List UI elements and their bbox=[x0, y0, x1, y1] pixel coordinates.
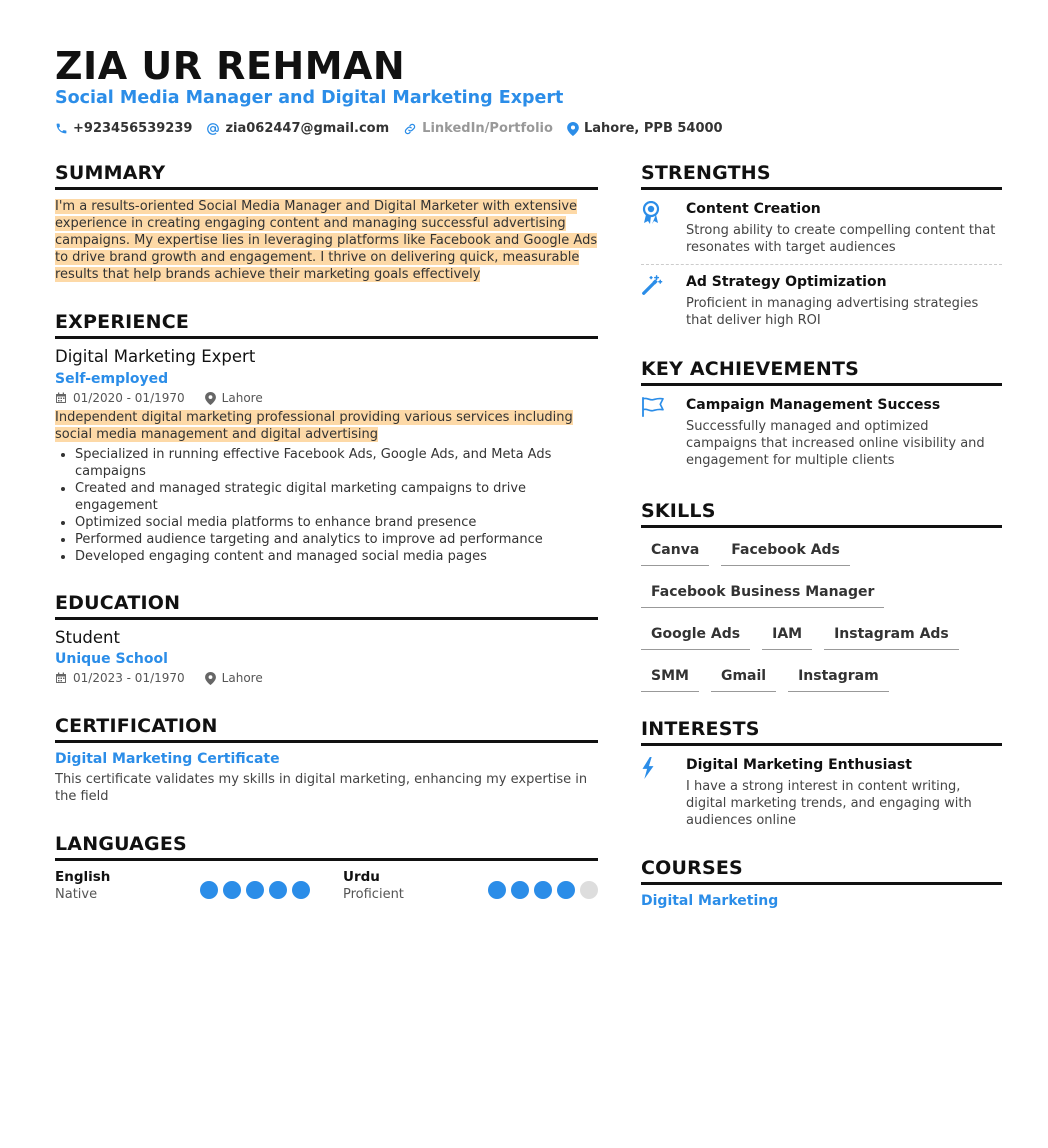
course-name: Digital Marketing bbox=[641, 893, 779, 909]
language-level: Proficient bbox=[343, 887, 404, 902]
phone-icon bbox=[55, 122, 68, 135]
languages-list bbox=[55, 869, 598, 903]
experience-location bbox=[205, 391, 263, 405]
experience-entry bbox=[55, 347, 598, 565]
lightning-bolt-icon bbox=[641, 757, 655, 779]
courses-heading: COURSES bbox=[641, 857, 1002, 885]
language-rating bbox=[483, 877, 598, 903]
contact-link[interactable] bbox=[403, 121, 553, 136]
achievements-heading: KEY ACHIEVEMENTS bbox=[641, 358, 1002, 386]
experience-description bbox=[55, 409, 598, 443]
skill-tag: SMM bbox=[641, 662, 699, 692]
award-ribbon-icon bbox=[641, 201, 661, 225]
skill-tag: Facebook Ads bbox=[721, 536, 850, 566]
left-column bbox=[55, 162, 598, 903]
skills-heading: SKILLS bbox=[641, 500, 1002, 528]
calendar-icon bbox=[55, 672, 67, 684]
experience-location-text: Lahore bbox=[221, 391, 263, 405]
certificate-name: Digital Marketing Certificate bbox=[55, 751, 280, 767]
strength-text: Proficient in managing advertising strategies that deliver high ROI bbox=[686, 296, 979, 328]
interests-heading: INTERESTS bbox=[641, 718, 1002, 746]
experience-heading: EXPERIENCE bbox=[55, 311, 598, 339]
certificate-description: This certificate validates my skills in digital marketing, enhancing my expertise in the field bbox=[55, 772, 588, 804]
rating-dot bbox=[200, 881, 218, 899]
link-icon bbox=[403, 122, 417, 136]
experience-meta bbox=[55, 391, 598, 405]
achievement-text: Successfully managed and optimized campaigns that increased online visibility and engagement for multiple clients bbox=[686, 419, 985, 468]
skill-tag: Instagram Ads bbox=[824, 620, 959, 650]
candidate-name: ZIA UR REHMAN bbox=[55, 44, 406, 88]
rating-dot bbox=[580, 881, 598, 899]
strength-title: Content Creation bbox=[686, 201, 821, 217]
list-item: • Created and managed strategic digital marketing campaigns to drive engagement bbox=[75, 480, 598, 514]
language-rating bbox=[195, 877, 310, 903]
language-urdu bbox=[343, 869, 598, 903]
skill-tag: IAM bbox=[762, 620, 812, 650]
right-column bbox=[641, 162, 1002, 909]
degree-title: Student bbox=[55, 628, 120, 647]
certification-entry bbox=[55, 751, 598, 805]
location-text: Lahore, PPB 54000 bbox=[583, 121, 723, 136]
map-pin-icon bbox=[205, 392, 216, 405]
strength-text: Strong ability to create compelling content that resonates with target audiences bbox=[686, 223, 996, 255]
rating-dot bbox=[557, 881, 575, 899]
contact-location bbox=[567, 121, 723, 136]
summary-heading: SUMMARY bbox=[55, 162, 598, 190]
education-heading: EDUCATION bbox=[55, 592, 598, 620]
list-item: • Specialized in running effective Facebook Ads, Google Ads, and Meta Ads campaigns bbox=[75, 446, 598, 480]
list-item: • Performed audience targeting and analytics to improve ad performance bbox=[75, 531, 598, 548]
magic-wand-icon bbox=[641, 274, 663, 296]
link-text: LinkedIn/Portfolio bbox=[422, 121, 553, 136]
rating-dot bbox=[269, 881, 287, 899]
company-name: Self-employed bbox=[55, 371, 169, 387]
skill-tag: Gmail bbox=[711, 662, 776, 692]
skill-tag: Instagram bbox=[788, 662, 889, 692]
flag-icon bbox=[641, 397, 665, 417]
rating-dot bbox=[292, 881, 310, 899]
education-location bbox=[205, 671, 263, 685]
rating-dot bbox=[246, 881, 264, 899]
rating-dot bbox=[488, 881, 506, 899]
skill-tag: Canva bbox=[641, 536, 709, 566]
experience-description-text: Independent digital marketing professional providing various services including social media management and digital advertising bbox=[55, 410, 573, 442]
strength-title: Ad Strategy Optimization bbox=[686, 274, 887, 290]
map-pin-icon bbox=[567, 122, 579, 136]
interest-title: Digital Marketing Enthusiast bbox=[686, 757, 912, 773]
phone-text: +923456539239 bbox=[73, 121, 193, 136]
map-pin-icon bbox=[205, 672, 216, 685]
language-name: English bbox=[55, 869, 111, 885]
email-text: zia062447@gmail.com bbox=[225, 121, 390, 136]
contact-email[interactable] bbox=[206, 121, 389, 136]
strengths-heading: STRENGTHS bbox=[641, 162, 1002, 190]
summary-section bbox=[55, 198, 598, 283]
experience-dates bbox=[55, 391, 185, 405]
skills-list bbox=[641, 536, 1002, 704]
language-level: Native bbox=[55, 887, 98, 902]
education-dates bbox=[55, 671, 185, 685]
calendar-icon bbox=[55, 392, 67, 404]
job-title: Digital Marketing Expert bbox=[55, 347, 256, 366]
list-item: • Developed engaging content and managed social media pages bbox=[75, 548, 598, 565]
education-entry bbox=[55, 628, 598, 685]
experience-dates-text: 01/2020 - 01/1970 bbox=[73, 391, 185, 405]
rating-dot bbox=[534, 881, 552, 899]
language-english bbox=[55, 869, 310, 903]
rating-dot bbox=[511, 881, 529, 899]
contact-phone[interactable] bbox=[55, 121, 192, 136]
interest-item bbox=[641, 754, 1002, 835]
strength-item bbox=[641, 271, 1002, 335]
education-meta bbox=[55, 671, 598, 685]
list-item: • Optimized social media platforms to enhance brand presence bbox=[75, 514, 598, 531]
candidate-title: Social Media Manager and Digital Marketing Expert bbox=[55, 88, 564, 108]
strength-item bbox=[641, 198, 1002, 262]
rating-dot bbox=[223, 881, 241, 899]
at-sign-icon bbox=[206, 122, 220, 136]
education-location-text: Lahore bbox=[221, 671, 263, 685]
languages-heading: LANGUAGES bbox=[55, 833, 598, 861]
divider bbox=[641, 264, 1002, 265]
experience-bullets bbox=[55, 446, 598, 565]
certification-heading: CERTIFICATION bbox=[55, 715, 598, 743]
contact-bar bbox=[55, 121, 737, 136]
interest-text: I have a strong interest in content writing, digital marketing trends, and engaging with audiences online bbox=[686, 779, 972, 828]
school-name: Unique School bbox=[55, 651, 168, 667]
education-dates-text: 01/2023 - 01/1970 bbox=[73, 671, 185, 685]
achievement-item bbox=[641, 394, 1002, 475]
skill-tag: Google Ads bbox=[641, 620, 750, 650]
language-name: Urdu bbox=[343, 869, 380, 885]
skill-tag: Facebook Business Manager bbox=[641, 578, 884, 608]
achievement-title: Campaign Management Success bbox=[686, 397, 941, 413]
summary-text: I'm a results-oriented Social Media Manager and Digital Marketer with extensive experience in creating engaging content and managing successful advertising campaigns. My expertise lies in leveraging platforms like Facebook and Google Ads to drive brand growth and engagement. I thrive on delivering quick, measurable results that help brands achieve their marketing goals effectively bbox=[55, 199, 598, 282]
